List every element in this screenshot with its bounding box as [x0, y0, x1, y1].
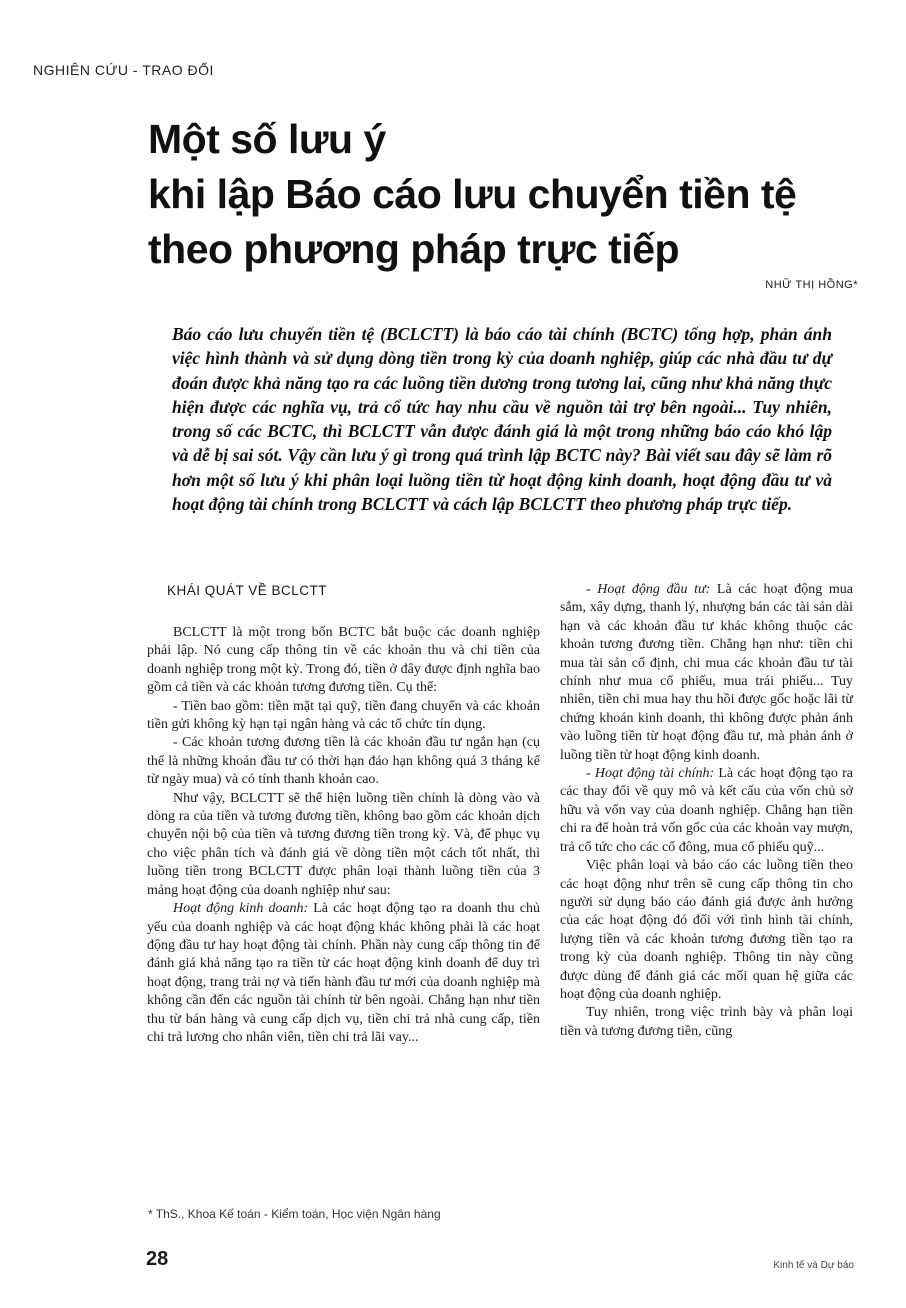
body-paragraph	[560, 581, 853, 765]
author-name: NHỮ THỊ HỒNG*	[765, 279, 858, 291]
journal-name: Kinh tế và Dự báo	[773, 1260, 854, 1271]
term-investing: - Hoạt động đầu tư:	[586, 582, 711, 597]
page-number: 28	[146, 1248, 169, 1270]
body-paragraph	[560, 765, 853, 857]
lead-paragraph: Báo cáo lưu chuyển tiền tệ (BCLCTT) là báo cáo tài chính (BCTC) tổng hợp, phản ánh việc hình thành và sử dụng dòng tiền trong kỳ của doanh nghiệp, giúp các nhà đầu tư dự đoán được khả năng tạo ra các luồng tiền dương trong tương lai, cũng như khả năng thực hiện được các nghĩa vụ, trả cổ tức hay nhu cầu về nguồn tài trợ bên ngoài... Tuy nhiên, trong số các BCTC, thì BCLCTT vẫn được đánh giá là một trong những báo cáo khó lập và dễ bị sai sót. Vậy cần lưu ý gì trong quá trình lập BCTC này? Bài viết sau đây sẽ làm rõ hơn một số lưu ý khi phân loại luồng tiền từ hoạt động kinh doanh, hoạt động đầu tư và hoạt động tài chính trong BCLCTT và cách lập BCLCTT theo phương pháp trực tiếp.	[172, 324, 832, 515]
term-financing: - Hoạt động tài chính:	[586, 766, 715, 782]
article-title	[148, 112, 888, 277]
title-line-2: khi lập Báo cáo lưu chuyển tiền tệ	[148, 171, 797, 217]
body-paragraph: - Các khoản tương đương tiền là các khoản đầu tư ngắn hạn (cụ thể là những khoản đầu tư có thời hạn đáo hạn không quá 3 tháng kể từ ngày mua) và có tính thanh khoản cao.	[147, 735, 540, 788]
section-label: NGHIÊN CỨU - TRAO ĐỔI	[33, 62, 214, 78]
body-paragraph: Việc phân loại và báo cáo các luồng tiền theo các hoạt động như trên sẽ cung cấp thông tin cho người sử dụng báo cáo đánh giá được ảnh hưởng của các hoạt động đó đối với tình hình tài chính, lượng tiền và các khoản tương đương tiền tạo ra trong kỳ của doanh nghiệp. Thông tin này cũng được dùng để đánh giá các mối quan hệ giữa các hoạt động của doanh nghiệp.	[560, 858, 853, 1002]
right-column	[560, 581, 853, 1041]
left-column	[147, 582, 540, 1047]
body-paragraph: BCLCTT là một trong bốn BCTC bắt buộc các doanh nghiệp phải lập. Nó cung cấp thông tin về các khoản thu và chi tiền của doanh nghiệp trong một kỳ. Trong đó, tiền ở đây được định nghĩa bao gồm cả tiền và các khoản tương đương tiền. Cụ thể:	[147, 625, 540, 696]
body-paragraph: Tuy nhiên, trong việc trình bày và phân loại tiền và tương đương tiền, cũng	[560, 1005, 853, 1039]
term-text: Là các hoạt động tạo ra các thay đổi về quy mô và kết cấu của vốn chủ sở hữu và vốn vay của doanh nghiệp. Chẳng hạn tiền chi ra để hoàn trả vốn gốc của các khoản vay mượn, trả cổ tức cho các cổ đông, mua cổ phiếu quỹ...	[560, 766, 853, 855]
title-line-3: theo phương pháp trực tiếp	[148, 226, 680, 272]
section-heading: KHÁI QUÁT VỀ BCLCTT	[167, 583, 328, 598]
term-operating: Hoạt động kinh doanh:	[173, 901, 309, 917]
body-paragraph: - Tiền bao gồm: tiền mặt tại quỹ, tiền đang chuyển và các khoản tiền gửi không kỳ hạn tại ngân hàng và các tổ chức tín dụng.	[147, 698, 540, 733]
body-paragraph	[147, 900, 540, 1047]
body-paragraph: Như vậy, BCLCTT sẽ thể hiện luồng tiền chính là dòng vào và dòng ra của tiền và tương đương tiền, không bao gồm các khoản dịch chuyển nội bộ của tiền và tương đương tiền trong kỳ. Và, để phục vụ cho việc phân tích và đánh giá về dòng tiền một cách tốt nhất, thì luồng tiền trong BCLCTT được phân loại thành luồng tiền của 3 mảng hoạt động của doanh nghiệp như sau:	[147, 790, 540, 898]
term-text: Là các hoạt động tạo ra doanh thu chủ yếu của doanh nghiệp và các hoạt động khác không phải là các hoạt động đầu tư hay hoạt động tài chính. Phần này cung cấp thông tin để đánh giá khả năng tạo ra tiền từ các hoạt động kinh doanh để duy trì hoạt động, trang trải nợ và tiến hành đầu tư mới của doanh nghiệp mà không cần đến các nguồn tài chính từ bên ngoài. Chẳng hạn như tiền thu từ bán hàng và cung cấp dịch vụ, tiền chi trả nhà cung cấp, tiền chi trả lương cho nhân viên, tiền chi trả lãi vay...	[147, 901, 540, 1045]
footnote: * ThS., Khoa Kế toán - Kiểm toán, Học viện Ngân hàng	[148, 1207, 441, 1221]
term-text: Là các hoạt động mua sắm, xây dựng, thanh lý, nhượng bán các tài sản dài hạn và các khoản đầu tư khác không thuộc các khoản tương đương tiền. Chẳng hạn như: tiền chi mua tài sản cố định, chi mua các khoản đầu tư tài chính như mua cổ phiếu, mua trái phiếu... Tuy nhiên, tiền chi mua hay thu hồi được gốc hoặc lãi từ chứng khoán kinh doanh, thì không được phản ánh vào luồng tiền từ hoạt động đầu tư, mà phản ánh ở luồng tiền từ hoạt động kinh doanh.	[560, 582, 853, 763]
title-line-1: Một số lưu ý	[148, 116, 386, 162]
